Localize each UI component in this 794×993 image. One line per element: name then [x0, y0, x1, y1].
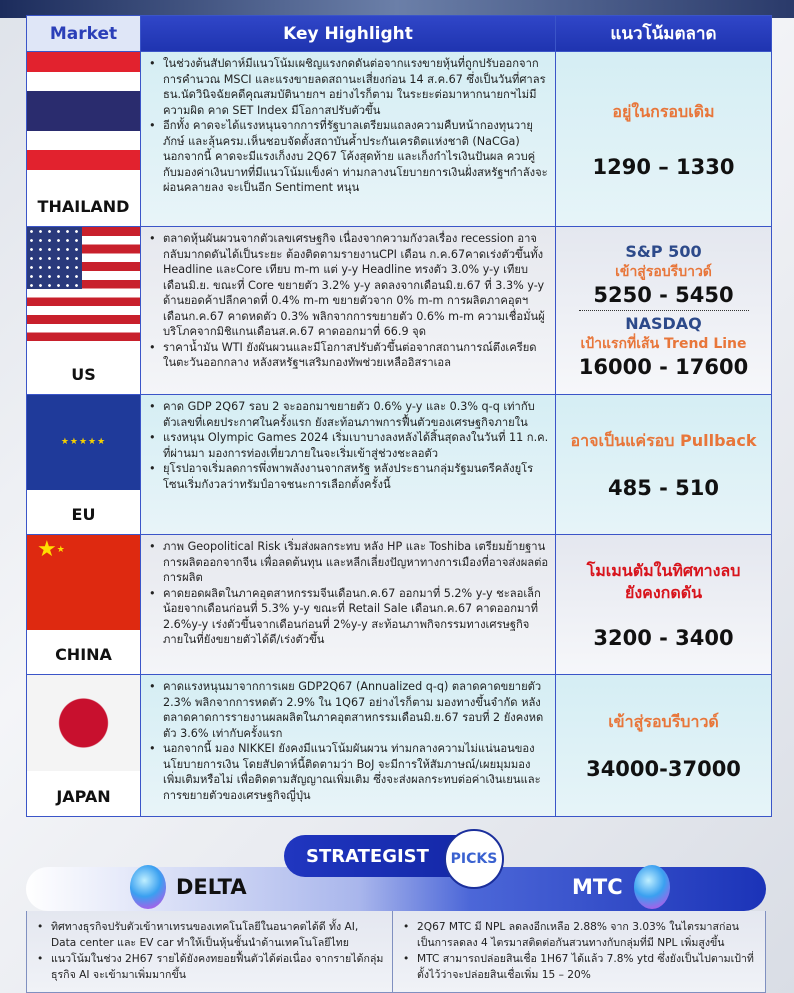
market-view: เข้าสู่รอบรีบาวด์: [608, 712, 719, 731]
index-range: 1290 – 1330: [592, 154, 735, 179]
sp500-range: 5250 - 5450: [593, 283, 734, 307]
pick-bullet: • MTC สามารถปล่อยสินเชื่อ 1H67 ได้แล้ว 7.8% ytd ซึ่งยังเป็นไปตามเป้าที่ตั้งไว้ว่าจะปล่อยสินเชื่อเพิ่ม 15 – 20%: [401, 951, 757, 983]
header-key-highlight: Key Highlight: [141, 16, 556, 51]
pick-name-delta: DELTA: [176, 875, 247, 899]
country-name: THAILAND: [37, 197, 130, 216]
table-row-thailand: [27, 51, 771, 226]
pick-delta-details: [26, 911, 393, 993]
market-view: อยู่ในกรอบเดิม: [612, 101, 715, 121]
country-name: US: [71, 365, 96, 384]
highlight-bullet: • ภาพ Geopolitical Risk เริ่มส่งผลกระทบ หลัง HP และ Toshiba เตรียมย้ายฐานการผลิตออกจากจีน เพื่อลดต้นทุน และหลีกเลี่ยงปัญหาทางการเมืองที่อาจส่งผลต่อการผลิต: [147, 539, 549, 586]
china-flag-icon: ★★: [27, 535, 140, 630]
header-trend: แนวโน้มตลาด: [610, 24, 717, 44]
pick-bullet: • 2Q67 MTC มี NPL ลดลงอีกเหลือ 2.88% จาก 3.03% ในไตรมาสก่อน เป็นการลดลง 4 ไตรมาสติดต่อกันสวนทางกับกลุ่มที่มี NPL เพิ่มสูงขึ้น: [401, 919, 757, 951]
japan-flag-icon: [27, 675, 140, 771]
sp500-view: เข้าสู่รอบรีบาวด์: [615, 264, 712, 280]
highlight-bullet: • นอกจากนี้ มอง NIKKEI ยังคงมีแนวโน้มผันผวน ท่ามกลางความไม่แน่นอนของนโยบายการเงิน โดยสัปดาห์นี้ติดตามว่า BoJ จะมีการให้สัมภาษณ์/เผยมุมมองเพิ่มเติมหรือไม่ เพื่อติดตามสัญญาณเพิ่มเติม ซึ่งจะส่งผลกระทบต่อค่าเงินเยนและการขยายตัวของเศรษฐกิจญี่ปุ่น: [147, 741, 549, 803]
strategist-picks: [26, 835, 772, 993]
nasdaq-range: 16000 - 17600: [578, 355, 749, 379]
us-flag-icon: [27, 227, 140, 341]
table-header: [27, 16, 771, 51]
divider: [579, 310, 749, 311]
picks-title: STRATEGIST: [284, 835, 494, 877]
pick-name-mtc: MTC: [572, 875, 623, 899]
market-view-line2: ยังคงกดดัน: [624, 582, 703, 602]
nasdaq-view: เป้าแรกที่เส้น Trend Line: [580, 336, 747, 352]
eu-flag-icon: ★★★★★: [27, 395, 140, 490]
sp500-label: S&P 500: [625, 242, 702, 261]
table-row-china: [27, 534, 771, 674]
highlight-bullet: • ในช่วงต้นสัปดาห์มีแนวโน้มเผชิญแรงกดดันต่อจากแรงขายหุ้นที่ถูกปรับออกจากการคำนวณ MSCI และแรงขายลดสถานะเสี่ยงก่อน 14 ส.ค.67 ซึ่งเป็นวันที่ศาลรธน.นัดวินิจฉัยคดีคุณสมบัตินายกฯ อย่างไรก็ตาม ในระยะต่อมาหากนายกฯไม่มีความผิด คาด SET Index มีโอกาสปรับตัวขึ้น: [147, 56, 549, 118]
market-view: อาจเป็นแค่รอบ Pullback: [570, 431, 757, 450]
market-table: [26, 15, 772, 817]
nasdaq-label: NASDAQ: [625, 314, 702, 333]
index-range: 3200 - 3400: [593, 625, 734, 650]
highlight-bullet: • ยุโรปอาจเริ่มลดการพึ่งพาพลังงานจากสหรัฐ หลังประธานกลุ่มรัฐมนตรีคลังยูโรโซนเริ่มกังวลว่าทรัมป์อาจชนะการเลือกตั้งครั้งนี้: [147, 461, 549, 492]
country-name: JAPAN: [56, 787, 111, 806]
orb-icon: [634, 865, 670, 909]
market-view-line1: โมเมนตัมในทิศทางลบ: [586, 560, 741, 580]
index-range: 485 - 510: [607, 476, 719, 500]
table-row-japan: [27, 674, 771, 816]
highlight-bullet: • ตลาดหุ้นผันผวนจากตัวเลขเศรษฐกิจ เนื่องจากความกังวลเรื่อง recession อาจกลับมากดดันได้เป็นระยะ ต้องติดตามรายงานCPI เดือน ก.ค.67คาดเร่งตัวขึ้นทั้ง Headline และCore เทียบ m-m แต่ y-y Headline ทรงตัว 3.0% y-y เทียบเดือนมิ.ย. ขณะที่ Core ขยายตัว 3.2% y-y ลดลงจากเดือนมิ.ย.67 ที่ 3.3% y-y ด้านยอดค้าปลีกคาดที่ 0.4% m-m ขยายตัวจาก 0% m-m การผลิตภาคอุตฯเดือนก.ค.67 คาดหดตัว 0.3% พลิกจากการขยายตัว 0.6% m-m ความเชื่อมั่นผู้บริโภคจากมิชิแกนเดือนส.ค.67 คาดออกมาที่ 66.9 จุด: [147, 231, 549, 340]
highlight-bullet: • คาดแรงหนุนมาจากการเผย GDP2Q67 (Annualized q-q) ตลาดคาดขยายตัว 2.3% พลิกจากการหดตัว 2.9% ใน 1Q67 อย่างไรก็ตาม มองทางขึ้นจำกัด หลังตลาดคาดการรายงานผลผลิตในภาคอุตสาหกรรมเดือนมิ.ย.67 รอบที่ 2 ยังคงหดตัว 3.6% เท่ากับครั้งแรก: [147, 679, 549, 741]
header-market: Market: [27, 16, 141, 51]
pick-bullet: • ทิศทางธุรกิจปรับตัวเข้าหาเทรนของเทคโนโลยีในอนาคตได้ดี ทั้ง AI, Data center และ EV car ทำให้เป็นหุ้นชั้นนำด้านเทคโนโลยีไทย: [35, 919, 384, 951]
highlight-bullet: • อีกทั้ง คาดจะได้แรงหนุนจากการที่รัฐบาลเตรียมแถลงความคืบหน้ากองทุนวายุภักษ์ และลุ้นครม.เห็นชอบจัดตั้งสถาบันค้ำประกันเครดิตแห่งชาติ (NaCGa) นอกจากนี้ คาดจะมีแรงเก็งงบ 2Q67 โค้งสุดท้าย และเก็งกำไรเงินปันผล ควบคู่กับมองค่าเงินบาทที่มีแนวโน้มแข็งค่า ท่ามกลางนโยบายการเงินฝั่งสหรัฐฯกำลังจะผ่อนคลายลง จะเป็นอีก Sentiment หนุน: [147, 118, 549, 196]
table-row-us: [27, 226, 771, 394]
highlight-bullet: • คาด GDP 2Q67 รอบ 2 จะออกมาขยายตัว 0.6% y-y และ 0.3% q-q เท่ากับตัวเลขที่เคยประกาศในครั้งแรก ยังสะท้อนภาพการฟื้นตัวของเศรษฐกิจภายใน: [147, 399, 549, 430]
country-name: EU: [71, 505, 96, 524]
highlight-bullet: • แรงหนุน Olympic Games 2024 เริ่มเบาบางลงหลังได้สิ้นสุดลงในวันที่ 11 ก.ค. ที่ผ่านมา มองการท่องเที่ยวภายในจะเริ่มเข้าสู่ช่วงชะลอตัว: [147, 430, 549, 461]
pick-mtc-details: [392, 911, 766, 993]
highlight-bullet: • ราคาน้ำมัน WTI ยังผันผวนและมีโอกาสปรับตัวขึ้นต่อจากสถานการณ์ตึงเครียดในตะวันออกกลาง หลังสหรัฐฯเสริมกองทัพช่วยเหลืออิสราเอล: [147, 340, 549, 371]
orb-icon: [130, 865, 166, 909]
picks-circle: PICKS: [444, 829, 504, 889]
country-name: CHINA: [55, 645, 112, 664]
highlight-bullet: • คาดยอดผลิตในภาคอุตสาหกรรมจีนเดือนก.ค.67 ออกมาที่ 5.2% y-y ชะลอเล็กน้อยจากเดือนก่อนที่ 5.3% y-y ขณะที่ Retail Sale เดือนก.ค.67 คาดออกมาที่ 2.6%y-y เร่งตัวขึ้นจากเดือนก่อนที่ 2%y-y สะท้อนภาพกิจกรรมทางเศรษฐกิจภายในที่ยังขยายตัวได้ดี/เร่งตัวขึ้น: [147, 586, 549, 648]
table-row-eu: [27, 394, 771, 534]
thailand-flag-icon: [27, 52, 140, 170]
pick-bullet: • แนวโน้มในช่วง 2H67 รายได้ยังคงทยอยฟื้นตัวได้ต่อเนื่อง จากรายได้กลุ่มธุรกิจ AI จะเข้ามาเพิ่มมากขึ้น: [35, 951, 384, 983]
index-range: 34000-37000: [586, 757, 741, 781]
